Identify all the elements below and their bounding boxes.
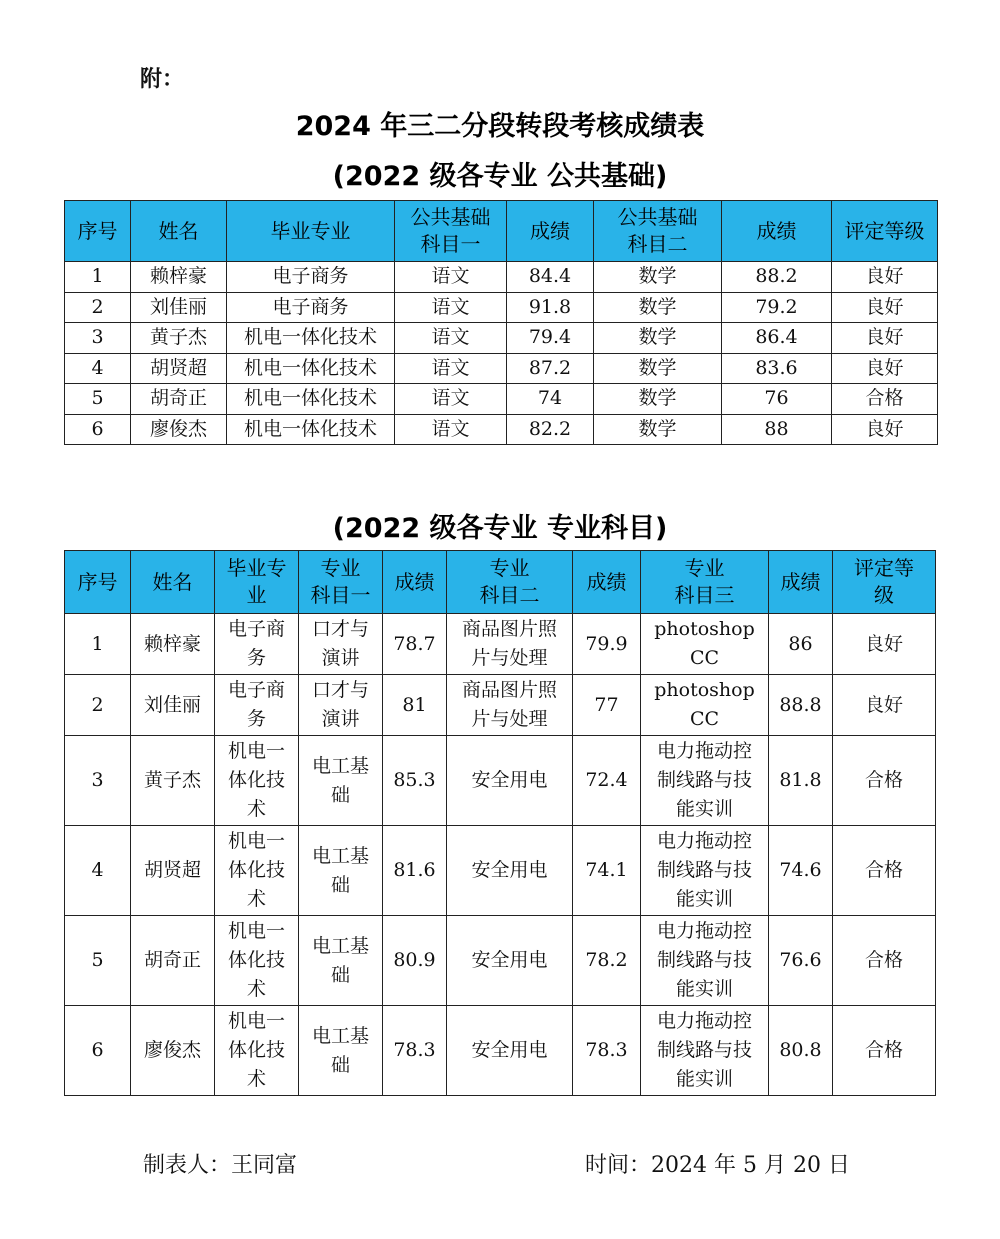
header-index: 序号 <box>65 201 131 262</box>
cell-subject-2: 安全用电 <box>447 916 573 1006</box>
cell-score-2: 88 <box>722 414 832 445</box>
header-subject-1: 专业 科目一 <box>299 551 383 614</box>
cell-subject-1: 电工基 础 <box>299 916 383 1006</box>
cell-subject-1: 电工基 础 <box>299 826 383 916</box>
cell-index: 2 <box>65 292 131 323</box>
cell-name: 黄子杰 <box>131 736 215 826</box>
cell-name: 刘佳丽 <box>131 292 227 323</box>
cell-subject-1: 语文 <box>395 384 507 415</box>
cell-subject-2: 数学 <box>594 262 722 293</box>
cell-subject-3: photoshop CC <box>641 614 769 675</box>
cell-score-2: 78.2 <box>573 916 641 1006</box>
table-header-row <box>65 551 936 614</box>
major-section-subtitle: (2022 级各专业 专业科目) <box>332 513 668 544</box>
cell-score-1: 81 <box>383 675 447 736</box>
cell-subject-2: 商品图片照 片与处理 <box>447 675 573 736</box>
cell-major: 机电一 体化技 术 <box>215 1006 299 1096</box>
header-grade: 评定等级 <box>832 201 938 262</box>
cell-score-2: 88.2 <box>722 262 832 293</box>
cell-index: 3 <box>65 736 131 826</box>
table-row <box>65 736 936 826</box>
cell-score-1: 78.3 <box>383 1006 447 1096</box>
cell-major: 电子商 务 <box>215 614 299 675</box>
cell-subject-2: 安全用电 <box>447 1006 573 1096</box>
table-row <box>65 353 938 384</box>
table-date: 时间：2024 年 5 月 20 日 <box>585 1153 850 1178</box>
cell-subject-1: 口才与 演讲 <box>299 675 383 736</box>
cell-subject-1: 口才与 演讲 <box>299 614 383 675</box>
header-name: 姓名 <box>131 551 215 614</box>
cell-score-2: 79.9 <box>573 614 641 675</box>
cell-subject-3: 电力拖动控 制线路与技 能实训 <box>641 736 769 826</box>
cell-score-2: 77 <box>573 675 641 736</box>
cell-major: 电子商务 <box>227 292 395 323</box>
header-major: 毕业专 业 <box>215 551 299 614</box>
cell-grade: 合格 <box>833 1006 936 1096</box>
header-subject-1: 公共基础 科目一 <box>395 201 507 262</box>
table-row <box>65 614 936 675</box>
cell-grade: 合格 <box>832 384 938 415</box>
table-header-row <box>65 201 938 262</box>
cell-grade: 合格 <box>833 826 936 916</box>
table-row <box>65 675 936 736</box>
cell-grade: 良好 <box>833 614 936 675</box>
cell-subject-1: 电工基 础 <box>299 736 383 826</box>
cell-score-1: 84.4 <box>507 262 594 293</box>
table-row <box>65 414 938 445</box>
cell-subject-2: 安全用电 <box>447 826 573 916</box>
cell-score-1: 79.4 <box>507 323 594 354</box>
cell-name: 赖梓豪 <box>131 262 227 293</box>
cell-major: 机电一 体化技 术 <box>215 826 299 916</box>
cell-subject-2: 安全用电 <box>447 736 573 826</box>
header-score-2: 成绩 <box>722 201 832 262</box>
cell-subject-1: 语文 <box>395 323 507 354</box>
cell-score-2: 74.1 <box>573 826 641 916</box>
cell-subject-2: 数学 <box>594 292 722 323</box>
cell-name: 胡奇正 <box>131 384 227 415</box>
header-subject-2: 公共基础 科目二 <box>594 201 722 262</box>
cell-score-2: 86.4 <box>722 323 832 354</box>
cell-score-1: 91.8 <box>507 292 594 323</box>
cell-grade: 良好 <box>833 675 936 736</box>
cell-score-3: 86 <box>769 614 833 675</box>
cell-score-3: 76.6 <box>769 916 833 1006</box>
cell-major: 机电一体化技术 <box>227 384 395 415</box>
cell-index: 4 <box>65 826 131 916</box>
cell-grade: 良好 <box>832 262 938 293</box>
cell-score-2: 83.6 <box>722 353 832 384</box>
header-major: 毕业专业 <box>227 201 395 262</box>
cell-subject-3: 电力拖动控 制线路与技 能实训 <box>641 826 769 916</box>
attachment-label: 附： <box>140 67 185 92</box>
table-row <box>65 323 938 354</box>
cell-score-3: 80.8 <box>769 1006 833 1096</box>
cell-name: 胡贤超 <box>131 353 227 384</box>
cell-score-1: 78.7 <box>383 614 447 675</box>
header-grade: 评定等 级 <box>833 551 936 614</box>
cell-subject-3: 电力拖动控 制线路与技 能实训 <box>641 1006 769 1096</box>
cell-subject-3: 电力拖动控 制线路与技 能实训 <box>641 916 769 1006</box>
header-score-1: 成绩 <box>507 201 594 262</box>
cell-score-3: 81.8 <box>769 736 833 826</box>
cell-score-1: 82.2 <box>507 414 594 445</box>
header-score-3: 成绩 <box>769 551 833 614</box>
cell-index: 3 <box>65 323 131 354</box>
table-row <box>65 826 936 916</box>
cell-name: 黄子杰 <box>131 323 227 354</box>
cell-name: 胡贤超 <box>131 826 215 916</box>
cell-major: 机电一体化技术 <box>227 414 395 445</box>
cell-score-3: 74.6 <box>769 826 833 916</box>
cell-name: 刘佳丽 <box>131 675 215 736</box>
cell-score-1: 81.6 <box>383 826 447 916</box>
cell-name: 胡奇正 <box>131 916 215 1006</box>
header-name: 姓名 <box>131 201 227 262</box>
header-subject-3: 专业 科目三 <box>641 551 769 614</box>
cell-score-2: 72.4 <box>573 736 641 826</box>
cell-subject-1: 电工基 础 <box>299 1006 383 1096</box>
public-scores-table <box>64 200 938 445</box>
cell-index: 1 <box>65 262 131 293</box>
cell-subject-2: 数学 <box>594 384 722 415</box>
header-index: 序号 <box>65 551 131 614</box>
header-score-1: 成绩 <box>383 551 447 614</box>
cell-subject-2: 数学 <box>594 414 722 445</box>
cell-grade: 良好 <box>832 353 938 384</box>
table-maker: 制表人：王同富 <box>143 1153 298 1178</box>
header-subject-2: 专业 科目二 <box>447 551 573 614</box>
cell-score-1: 85.3 <box>383 736 447 826</box>
cell-index: 6 <box>65 414 131 445</box>
cell-index: 4 <box>65 353 131 384</box>
cell-score-2: 76 <box>722 384 832 415</box>
cell-subject-2: 数学 <box>594 353 722 384</box>
page-title: 2024 年三二分段转段考核成绩表 <box>295 111 705 142</box>
cell-major: 电子商务 <box>227 262 395 293</box>
cell-grade: 良好 <box>832 323 938 354</box>
cell-major: 机电一体化技术 <box>227 323 395 354</box>
cell-name: 廖俊杰 <box>131 1006 215 1096</box>
cell-grade: 合格 <box>833 736 936 826</box>
cell-index: 6 <box>65 1006 131 1096</box>
cell-score-2: 78.3 <box>573 1006 641 1096</box>
major-scores-table <box>64 550 936 1096</box>
cell-subject-2: 商品图片照 片与处理 <box>447 614 573 675</box>
cell-score-1: 87.2 <box>507 353 594 384</box>
cell-subject-1: 语文 <box>395 292 507 323</box>
cell-major: 机电一 体化技 术 <box>215 916 299 1006</box>
cell-subject-1: 语文 <box>395 262 507 293</box>
cell-index: 5 <box>65 384 131 415</box>
cell-index: 5 <box>65 916 131 1006</box>
cell-subject-1: 语文 <box>395 414 507 445</box>
cell-score-2: 79.2 <box>722 292 832 323</box>
cell-grade: 良好 <box>832 414 938 445</box>
public-section-subtitle: (2022 级各专业 公共基础) <box>332 161 668 192</box>
table-row <box>65 916 936 1006</box>
cell-grade: 良好 <box>832 292 938 323</box>
cell-score-3: 88.8 <box>769 675 833 736</box>
table-row <box>65 1006 936 1096</box>
table-row <box>65 262 938 293</box>
table-row <box>65 384 938 415</box>
cell-name: 赖梓豪 <box>131 614 215 675</box>
table-row <box>65 292 938 323</box>
cell-grade: 合格 <box>833 916 936 1006</box>
cell-subject-3: photoshop CC <box>641 675 769 736</box>
cell-index: 1 <box>65 614 131 675</box>
cell-name: 廖俊杰 <box>131 414 227 445</box>
cell-score-1: 80.9 <box>383 916 447 1006</box>
cell-score-1: 74 <box>507 384 594 415</box>
cell-subject-1: 语文 <box>395 353 507 384</box>
cell-major: 电子商 务 <box>215 675 299 736</box>
cell-major: 机电一体化技术 <box>227 353 395 384</box>
cell-subject-2: 数学 <box>594 323 722 354</box>
cell-index: 2 <box>65 675 131 736</box>
header-score-2: 成绩 <box>573 551 641 614</box>
cell-major: 机电一 体化技 术 <box>215 736 299 826</box>
